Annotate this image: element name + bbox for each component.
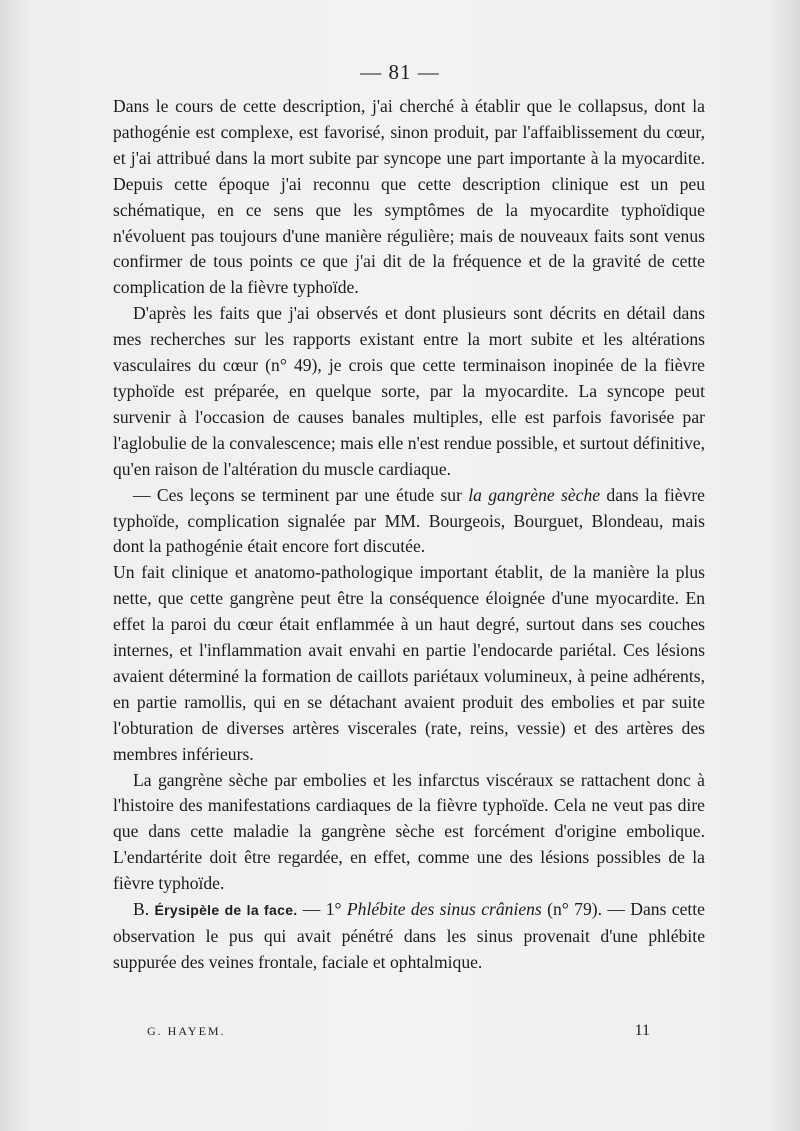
sheet-number: 11	[634, 1022, 650, 1039]
section-b-text: (n° 79). — Dans cette observation le pus qui avait pénétré dans les sinus provenait d'une phlébite suppurée des veines frontale, faciale et ophtalmique.	[113, 899, 705, 972]
paragraph-5: La gangrène sèche par embolies et les infarctus viscéraux se rattachent donc à l'histoire des manifestations cardiaques de la fièvre typhoïde. Cela ne veut pas dire que dans cette maladie la gangrène sèche est forcément d'origine embolique. L'endartérite doit être regardée, en effet, comme une des lésions possibles de la fièvre typhoïde.	[113, 769, 705, 894]
body-text	[113, 94, 705, 976]
paragraph-1: Dans le cours de cette description, j'ai cherché à établir que le collapsus, dont la pathogénie est complexe, est favorisé, sinon produit, par l'affaiblissement du cœur, et j'ai attribué dans la mort subite par syncope une part importante à la myocardite. Depuis cette époque j'ai reconnu que cette description clinique est un peu schématique, en ce sens que les symptômes de la myocardite typhoïdique n'évoluent pas toujours d'une manière régulière; mais de nouveaux faits sont venus confirmer de tous points ce que j'ai dit de la fréquence et de la gravité de cette complication de la fièvre typhoïde.	[113, 96, 705, 298]
section-b-heading: Érysipèle de la face.	[154, 902, 298, 919]
paragraph-3	[113, 483, 705, 561]
footer-signature: G. HAYEM.	[147, 1024, 226, 1038]
paragraph-3-start: — Ces leçons se terminent par une étude sur	[133, 484, 469, 505]
page-footer	[147, 1024, 650, 1039]
section-b-italic: Phlébite des sinus crâniens	[346, 899, 542, 920]
section-b-letter: B.	[133, 899, 155, 920]
paragraph-3-italic: la gangrène sèche	[468, 484, 601, 505]
page-number: — 81 —	[360, 60, 440, 84]
paragraph-3-end: dans la fièvre typhoïde, complication signalée par MM. Bourgeois, Bourguet, Blondeau, mais dont la pathogénie était encore fort discutée.	[113, 484, 705, 557]
section-b-paragraph	[113, 897, 705, 976]
section-b-dash: — 1°	[297, 899, 347, 920]
paragraph-4: Un fait clinique et anatomo-pathologique important établit, de la manière la plus nette, que cette gangrène peut être la conséquence éloignée d'une myocardite. En effet la paroi du cœur était enflammée à un haut degré, surtout dans ses couches internes, et l'inflammation avait envahi en partie l'endocarde pariétal. Ces lésions avaient déterminé la formation de caillots pariétaux volumineux, à peine adhérents, en partie ramollis, qui en se détachant avaient produit des embolies et par suite l'obturation de diverses artères viscerales (rate, reins, vessie) et des artères des membres inférieurs.	[113, 562, 705, 764]
paragraph-2: D'après les faits que j'ai observés et dont plusieurs sont décrits en détail dans mes recherches sur les rapports existant entre la mort subite et les altérations vasculaires du cœur (n° 49), je crois que cette terminaison inopinée de la fièvre typhoïde est préparée, en quelque sorte, par la myocardite. La syncope peut survenir à l'occasion de causes banales multiples, elle est parfois favorisée par l'aglobulie de la convalescence; mais elle n'est rendue possible, et surtout définitive, qu'en raison de l'altération du muscle cardiaque.	[113, 303, 705, 479]
